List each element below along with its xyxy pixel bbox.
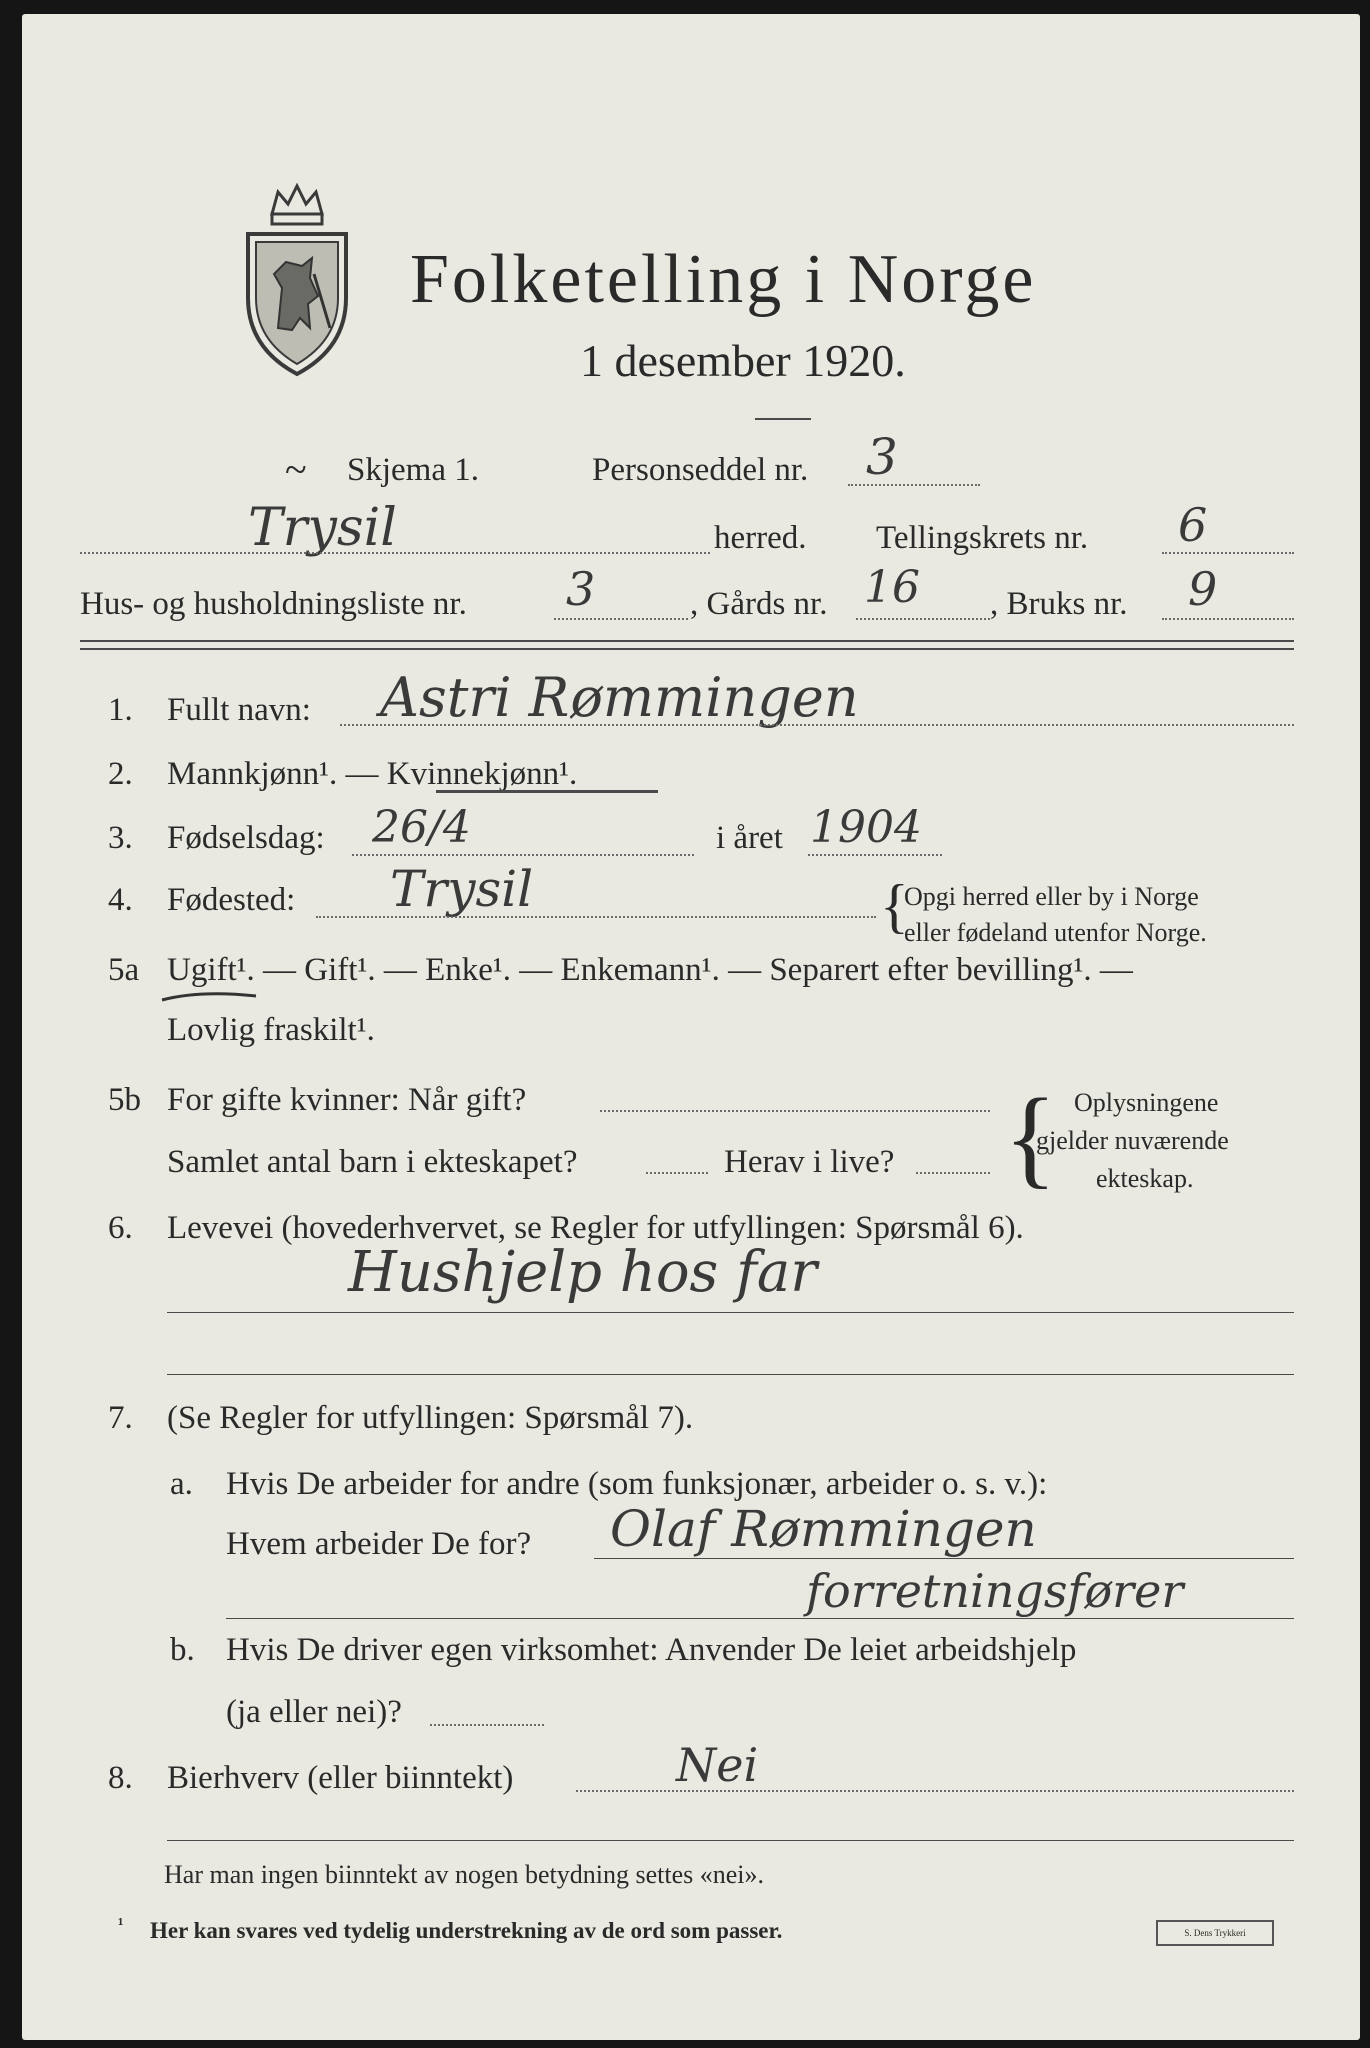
q5b-alive-line: [916, 1172, 990, 1174]
q7-label: (Se Regler for utfyllingen: Spørsmål 7).: [167, 1400, 694, 1436]
q5b-alive-label: Herav i live?: [724, 1144, 895, 1180]
printer-stamp: [1156, 1920, 1274, 1946]
q7b-letter: b.: [170, 1632, 195, 1668]
q7a-line1: Hvis De arbeider for andre (som funksjonær, arbeider o. s. v.):: [226, 1466, 1048, 1502]
q4-note-line2: eller fødeland utenfor Norge.: [904, 918, 1207, 947]
q6-line-2: [167, 1374, 1294, 1375]
census-date: 1 desember 1920.: [580, 335, 906, 386]
birthdate-value: 26/4: [372, 802, 471, 853]
hus-line: [554, 618, 688, 620]
occupation-value: Hushjelp hos far: [348, 1240, 817, 1305]
footer-note: Har man ingen biinntekt av nogen betydning settes «nei».: [164, 1860, 765, 1889]
q1-line: [340, 724, 1294, 726]
hus-label: Hus- og husholdningsliste nr.: [80, 586, 467, 622]
gards-label: , Gårds nr.: [690, 586, 828, 622]
q4-number: 4.: [108, 882, 133, 918]
herred-line: [80, 552, 710, 554]
herred-label: herred.: [714, 520, 807, 556]
employer-role-value: forretningsfører: [806, 1564, 1184, 1618]
gards-line: [856, 618, 990, 620]
q5b-number: 5b: [108, 1082, 141, 1118]
q6-number: 6.: [108, 1210, 133, 1246]
bruks-line: [1162, 618, 1294, 620]
employer-value: Olaf Rømmingen: [610, 1500, 1037, 1558]
q6-label: Levevei (hovederhvervet, se Regler for utfyllingen: Spørsmål 6).: [167, 1210, 1024, 1246]
marital-status-options: Ugift¹. — Gift¹. — Enke¹. — Enkemann¹. — Separert efter bevilling¹. —: [167, 952, 1133, 988]
q7b-line1: Hvis De driver egen virksomhet: Anvender De leiet arbeidshjelp: [226, 1632, 1077, 1668]
hus-value: 3: [566, 562, 596, 616]
ugift-underline: [160, 986, 260, 1006]
bruks-value: 9: [1188, 562, 1218, 616]
header-divider-1: [80, 640, 1294, 642]
kvinnekjonn-underline: [436, 790, 658, 793]
herred-value: Trysil: [248, 498, 397, 558]
q7a-line-2: [226, 1618, 1294, 1619]
q2-number: 2.: [108, 756, 133, 792]
tellingskrets-label: Tellingskrets nr.: [876, 520, 1089, 556]
q4-note-line1: Opgi herred eller by i Norge: [904, 882, 1199, 911]
tellingskrets-value: 6: [1178, 498, 1208, 552]
personseddel-value: 3: [866, 428, 898, 486]
q1-number: 1.: [108, 692, 133, 728]
tellingskrets-line: [1162, 552, 1294, 554]
footer-divider: [167, 1840, 1294, 1841]
q7a-line2: Hvem arbeider De for?: [226, 1526, 532, 1562]
q5b-note-line3: ekteskap.: [1096, 1164, 1194, 1193]
q7a-letter: a.: [170, 1466, 193, 1502]
year-label: i året: [716, 820, 783, 856]
gards-value: 16: [864, 562, 920, 613]
marital-status-divorced: Lovlig fraskilt¹.: [167, 1012, 375, 1048]
q5b-bracket: {: [1004, 1076, 1057, 1198]
q8-label: Bierhverv (eller biinntekt): [167, 1760, 514, 1796]
printer-stamp-text: S. Dens Trykkeri: [1184, 1928, 1246, 1938]
q3-line: [352, 854, 694, 856]
q5b-children-label: Samlet antal barn i ekteskapet?: [167, 1144, 578, 1180]
q5b-married-line: [600, 1110, 990, 1112]
q7b-line: [430, 1724, 544, 1726]
q7-number: 7.: [108, 1400, 133, 1436]
q7a-line: [594, 1558, 1294, 1559]
form-title: Folketelling i Norge: [410, 241, 1037, 318]
q5a-number: 5a: [108, 952, 140, 988]
gender-options: Mannkjønn¹. — Kvinnekjønn¹.: [167, 756, 578, 792]
q4-bracket: {: [880, 873, 909, 939]
full-name-value: Astri Rømmingen: [380, 666, 859, 729]
title-underline: [755, 418, 811, 420]
tilde-mark: ~: [285, 447, 307, 492]
norwegian-coat-of-arms-icon: [238, 178, 356, 378]
side-income-value: Nei: [676, 1738, 759, 1792]
q7b-line2: (ja eller nei)?: [226, 1694, 402, 1730]
skjema-label: Skjema 1.: [347, 452, 479, 488]
q1-label: Fullt navn:: [167, 692, 311, 728]
q8-number: 8.: [108, 1760, 133, 1796]
q5b-children-line: [646, 1172, 708, 1174]
personseddel-line: [848, 484, 980, 486]
year-line: [808, 854, 942, 856]
birth-year-value: 1904: [810, 802, 922, 853]
q8-line: [576, 1790, 1294, 1792]
q5b-note-line1: Oplysningene: [1074, 1088, 1219, 1117]
birthplace-value: Trysil: [390, 860, 534, 918]
q5b-married-label: For gifte kvinner: Når gift?: [167, 1082, 527, 1118]
q3-label: Fødselsdag:: [167, 820, 325, 856]
footnote-text: Her kan svares ved tydelig understrekning av de ord som passer.: [150, 1918, 783, 1943]
personseddel-label: Personseddel nr.: [592, 452, 809, 488]
bruks-label: , Bruks nr.: [990, 586, 1128, 622]
footnote-mark: ¹: [118, 1914, 124, 1934]
header-divider-2: [80, 648, 1294, 650]
q4-label: Fødested:: [167, 882, 296, 918]
q4-line: [316, 916, 876, 918]
q5b-note-line2: gjelder nuværende: [1036, 1126, 1229, 1155]
q6-line-1: [167, 1312, 1294, 1313]
q3-number: 3.: [108, 820, 133, 856]
